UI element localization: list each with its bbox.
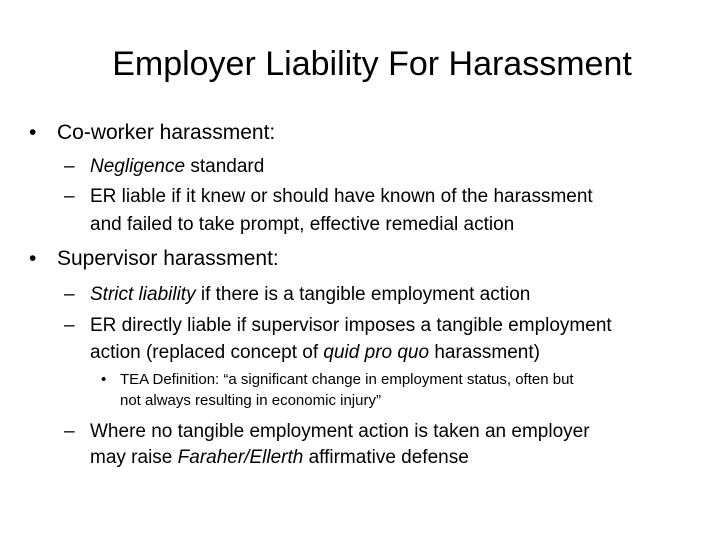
- tea-definition-line2: not always resulting in economic injury”: [120, 392, 381, 409]
- bullet-marker: •: [29, 121, 37, 144]
- bullet-marker: •: [29, 247, 37, 270]
- tea-definition-line1: TEA Definition: “a significant change in employment status, often but: [120, 371, 574, 388]
- er-liable-line1: ER liable if it knew or should have known of the harassment: [90, 186, 593, 207]
- faraher-pre: may raise: [90, 447, 178, 468]
- faraher-ellerth-italic: Faraher/Ellerth: [177, 447, 304, 468]
- dash-marker: –: [64, 421, 75, 442]
- dash-marker: –: [64, 284, 75, 305]
- bullet-marker: •: [101, 371, 107, 388]
- faraher-post: affirmative defense: [303, 447, 469, 468]
- bullet-coworker-text: Co-worker harassment:: [57, 121, 276, 144]
- dash-marker: –: [64, 156, 75, 177]
- no-tangible-action-line1: Where no tangible employment action is taken an employer: [90, 421, 590, 442]
- bullet-supervisor-text: Supervisor harassment:: [57, 247, 279, 270]
- er-directly-liable-line2: [90, 339, 540, 367]
- quid-pro-quo-italic: quid pro quo: [323, 342, 430, 363]
- subitem-strict-liability-text: [90, 281, 530, 309]
- quid-pro-quo-pre: action (replaced concept of: [90, 342, 324, 363]
- strict-liability-rest: if there is a tangible employment action: [195, 284, 531, 305]
- dash-marker: –: [64, 186, 75, 207]
- negligence-rest: standard: [185, 156, 265, 177]
- negligence-italic: Negligence: [90, 156, 186, 177]
- er-liable-line2: and failed to take prompt, effective remedial action: [90, 214, 515, 235]
- dash-marker: –: [64, 315, 75, 336]
- strict-liability-italic: Strict liability: [90, 284, 196, 305]
- er-directly-liable-line1: ER directly liable if supervisor imposes a tangible employment: [90, 315, 612, 336]
- subitem-negligence-text: [90, 153, 264, 181]
- no-tangible-action-line2: [90, 444, 469, 472]
- quid-pro-quo-post: harassment): [429, 342, 540, 363]
- slide-title: Employer Liability For Harassment: [112, 45, 632, 83]
